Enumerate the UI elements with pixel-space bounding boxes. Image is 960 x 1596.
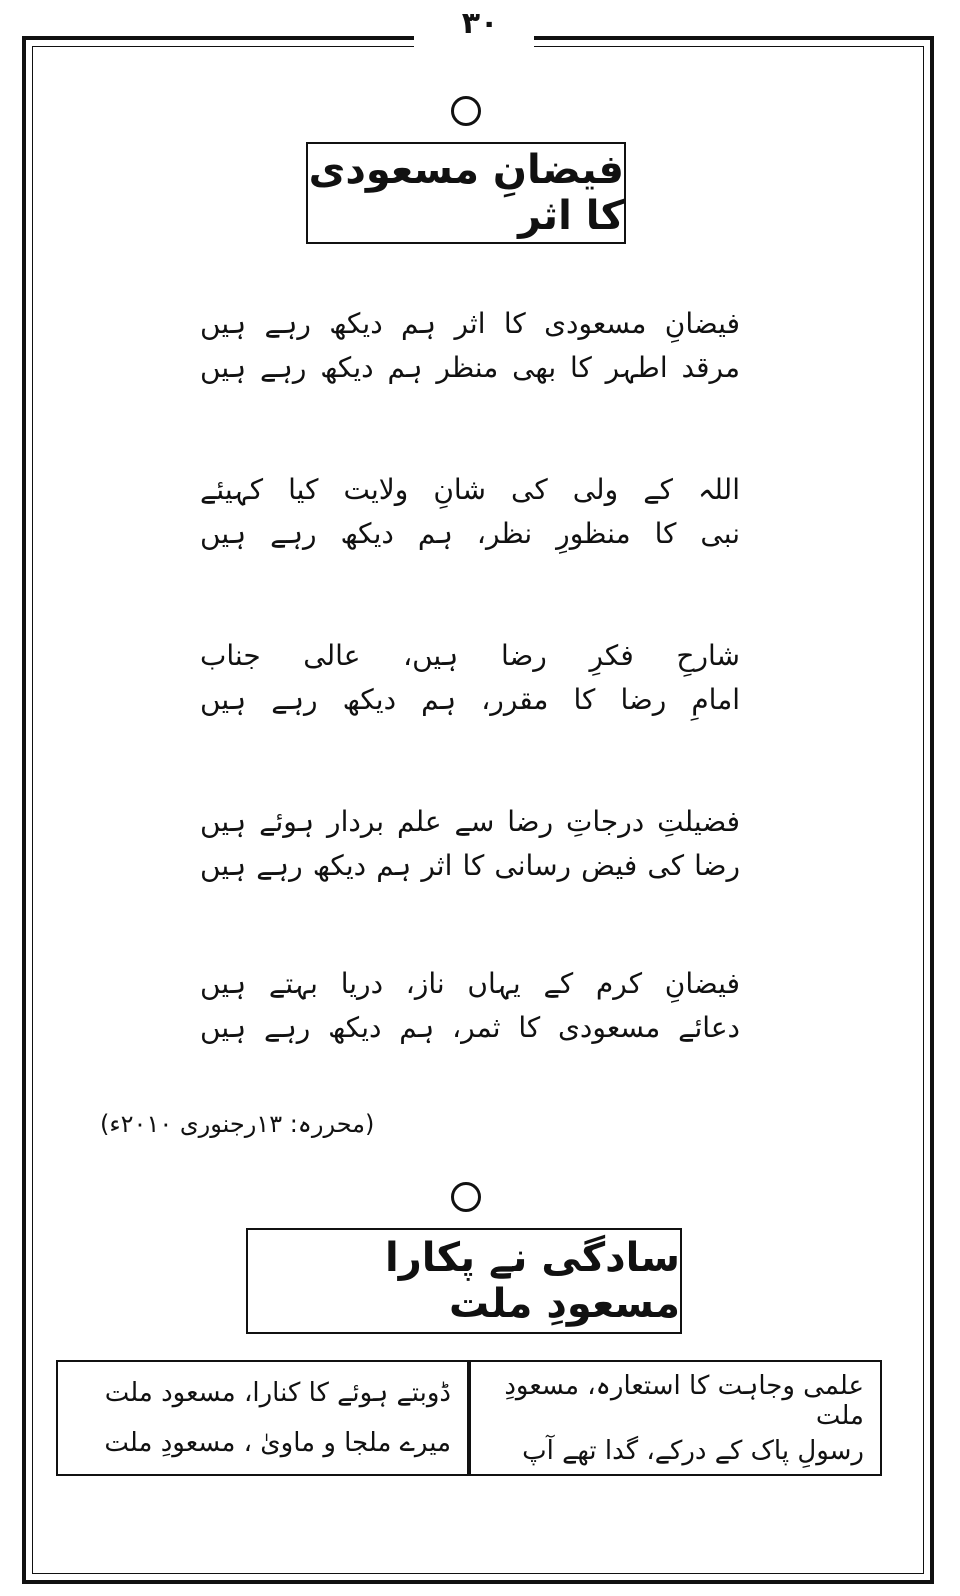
couplet-left-column [58, 1362, 469, 1474]
verse-line: علمی وجاہت کا استعارہ، مسعودِ ملت [504, 1370, 864, 1431]
verse-line: دعائے مسعودی کا ثمر، ہم دیکھ رہے ہیں [200, 1011, 740, 1044]
section-title: سادگی نے پکارا مسعودِ ملت [385, 1235, 680, 1327]
verse-line: امامِ رضا کا مقرر، ہم دیکھ رہے ہیں [200, 683, 740, 716]
page-number: ۳۰ [461, 6, 499, 41]
section-title-box [306, 142, 626, 244]
date-note: (محررہ: ۱۳رجنوری ۲۰۱۰ء) [100, 1110, 375, 1138]
poem-stanza-1 [200, 302, 740, 390]
couplet-right-column [469, 1362, 880, 1474]
verse-line: ڈوبتے ہوئے کا کنارا، مسعود ملت [104, 1378, 451, 1408]
section-title-box [246, 1228, 682, 1334]
verse-line: فضیلتِ درجاتِ رضا سے علم بردار ہوئے ہیں [200, 805, 740, 838]
verse-line: مرقد اطہر کا بھی منظر ہم دیکھ رہے ہیں [200, 351, 740, 384]
poem-stanza-3 [200, 634, 740, 722]
circle-ornament-icon [451, 96, 481, 126]
verse-line: فیضانِ کرم کے یہاں ناز، دریا بہتے ہیں [200, 967, 740, 1000]
poem-stanza-2 [200, 468, 740, 556]
poem-stanza-4 [200, 800, 740, 888]
section-title: فیضانِ مسعودی کا اثر [308, 147, 624, 239]
verse-line: رضا کی فیض رسانی کا اثر ہم دیکھ رہے ہیں [200, 849, 740, 882]
verse-line: میرے ملجا و ماویٰ ، مسعودِ ملت [104, 1428, 451, 1458]
verse-line: شارحِ فکرِ رضا ہیں، عالی جناب [200, 639, 740, 672]
verse-line: رسولِ پاک کے درکے، گدا تھے آپ [522, 1435, 864, 1466]
verse-line: فیضانِ مسعودی کا اثر ہم دیکھ رہے ہیں [200, 307, 740, 340]
circle-ornament-icon [451, 1182, 481, 1212]
verse-line: نبی کا منظورِ نظر، ہم دیکھ رہے ہیں [200, 517, 740, 550]
couplet-table [56, 1360, 882, 1476]
verse-line: اللہ کے ولی کی شانِ ولایت کیا کہیئے [200, 473, 740, 506]
poem-stanza-5 [200, 962, 740, 1050]
